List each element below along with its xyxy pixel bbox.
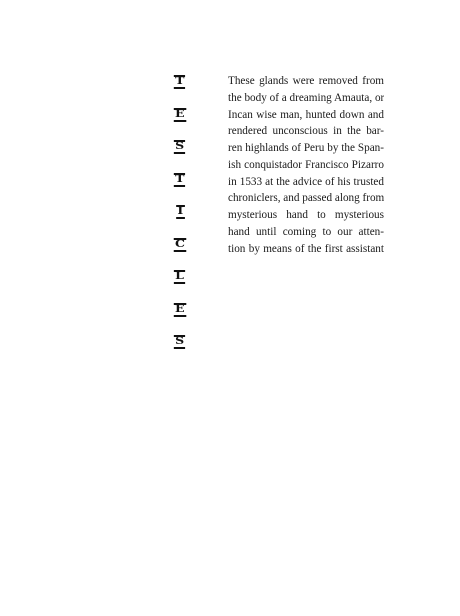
title-letter: E [175, 108, 185, 120]
body-paragraph [228, 73, 384, 257]
text-line: rendered unconscious in the bar- [228, 125, 384, 138]
title-letter: T [175, 173, 185, 185]
text-line: hand until coming to our atten- [228, 225, 384, 238]
text-line: ish conquistador Francisco Pizarro [228, 158, 384, 171]
text-line: These glands were removed from [228, 75, 384, 87]
text-line: ren highlands of Peru by the Span- [228, 142, 384, 154]
text-line: chroniclers, and passed along from [228, 192, 384, 205]
title-letter: L [175, 271, 185, 282]
title-letter: C [175, 238, 185, 250]
text-line: Incan wise man, hunted down and [228, 108, 384, 121]
vertical-title [170, 74, 190, 367]
title-letter: S [175, 141, 185, 152]
title-letter: E [175, 303, 185, 315]
title-letter: S [175, 336, 185, 347]
text-line: tion by means of the first assistant [228, 242, 384, 255]
text-line: in 1533 at the advice of his trusted [228, 175, 384, 188]
text-line: mysterious hand to mysterious [228, 209, 384, 221]
text-line: the body of a dreaming Amauta, or [228, 91, 384, 104]
title-letter: I [177, 206, 183, 217]
title-letter: T [175, 76, 185, 87]
